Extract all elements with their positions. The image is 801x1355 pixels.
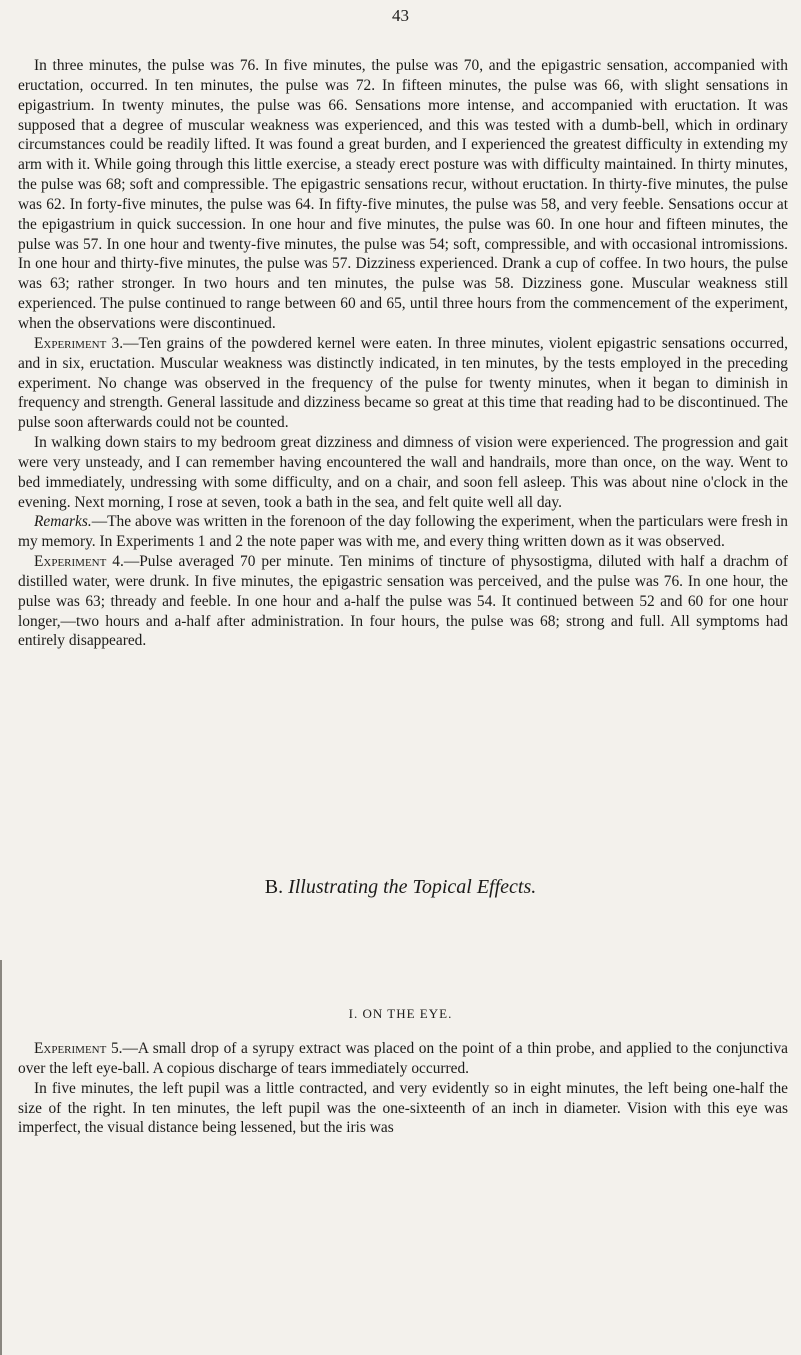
paragraph-experiment-5 [18, 1039, 788, 1079]
paragraph-1-body: In three minutes, the pulse was 76. In five minutes, the pulse was 70, and the epigastric sensation, accompanied with eructation, occurred. In ten minutes, the pulse was 72. In fifteen minutes, the pulse was 66, with slight sensations in epigastrium. In twenty minutes, the pulse was 66. Sensations more intense, and accompanied with eructation. It was supposed that a degree of muscular weakness was experienced, and this was tested with a dumb-bell, which in ordinary circumstances could be readily lifted. It was found a great burden, and I experienced the greatest difficulty in extending my arm with it. While going through this little exercise, a steady erect posture was with difficulty maintained. In thirty minutes, the pulse was 68; soft and compressible. The epigastric sensations recur, without eructation. In thirty-five minutes, the pulse was 62. In forty-five minutes, the pulse was 64. In fifty-five minutes, the pulse was 58, and very feeble. Sensations occur at the epigastrium in quick succession. In one hour and five minutes, the pulse was 60. In one hour and fifteen minutes, the pulse was 57. In one hour and twenty-five minutes, the pulse was 54; soft, compressible, and with occasional intromissions. In one hour and thirty-five minutes, the pulse was 57. Dizziness experienced. Drank a cup of coffee. In two hours, the pulse was 63; rather stronger. In two hours and ten minutes, the pulse was 58. Dizziness gone. Muscular weakness still experienced. The pulse continued to range between 60 and 65, until three hours from the commencement of the experiment, when the observations were discontinued. [18, 57, 788, 332]
experiment-4-body: —Pulse averaged 70 per minute. Ten minims of tincture of physostigma, diluted with half a drachm of distilled water, were drunk. In five minutes, the epigastric sensation was perceived, and the pulse was 76. In one hour, the pulse was 63; thready and feeble. In one hour and a-half the pulse was 54. It continued between 52 and 60 for one hour longer,—two hours and a-half after administration. In four hours, the pulse was 68; strong and full. All symptoms had entirely disappeared. [18, 553, 788, 650]
remarks-body: —The above was written in the forenoon of the day following the experiment, when the particulars were fresh in my memory. In Experiments 1 and 2 the note paper was with me, and every thing written down as it was observed. [18, 513, 788, 551]
walking-body: In walking down stairs to my bedroom great dizziness and dimness of vision were experienced. The progression and gait were very unsteady, and I can remember having encountered the wall and handrails, more than once, on the way. Went to bed immediately, undressing with some difficulty, and on a chair, and soon fell asleep. This was about nine o'clock in the evening. Next morning, I rose at seven, took a bath in the sea, and felt quite well all day. [18, 434, 788, 511]
section-heading [0, 876, 801, 899]
experiment-5-body: —A small drop of a syrupy extract was placed on the point of a thin probe, and applied to the conjunctiva over the left eye-ball. A copious discharge of tears immediately occurred. [18, 1040, 788, 1077]
page-number: 43 [392, 6, 409, 25]
experiment-4-lead: Experiment 4. [34, 553, 124, 571]
scan-edge-line [0, 960, 2, 1355]
experiment-3-body: —Ten grains of the powdered kernel were eaten. In three minutes, violent epigastric sensations occurred, and in six, eructation. Muscular weakness was distinctly indicated, in ten minutes, by the tests employed in the preceding experiment. No change was observed in the frequency of the pulse for twenty minutes, when it began to diminish in frequency and strength. General lassitude and dizziness became so great at this time that reading had to be discontinued. The pulse soon afterwards could not be counted. [18, 334, 788, 432]
pupil-body: In five minutes, the left pupil was a little contracted, and very evidently so in eight minutes, the left being one-half the size of the right. In ten minutes, the left pupil was the one-sixteenth of an inch in diameter. Vision with this eye was imperfect, the visual distance being lessened, but the iris was [18, 1079, 788, 1137]
sub-heading: I. ON THE EYE. [348, 1006, 453, 1021]
paragraph-1 [18, 56, 788, 334]
paragraph-pupil [18, 1079, 788, 1139]
paragraph-remarks [18, 512, 788, 552]
paragraph-walking [18, 433, 788, 512]
experiment-5-lead: Experiment 5. [34, 1040, 123, 1057]
experiment-3-lead: Experiment 3. [34, 334, 124, 352]
remarks-lead: Remarks. [34, 513, 92, 531]
section-title: Illustrating the Topical Effects. [288, 876, 537, 898]
lower-text-block [18, 1039, 788, 1138]
upper-text-block [18, 56, 788, 651]
paragraph-experiment-4 [18, 552, 788, 651]
section-letter: B. [264, 876, 284, 898]
paragraph-experiment-3 [18, 334, 788, 433]
